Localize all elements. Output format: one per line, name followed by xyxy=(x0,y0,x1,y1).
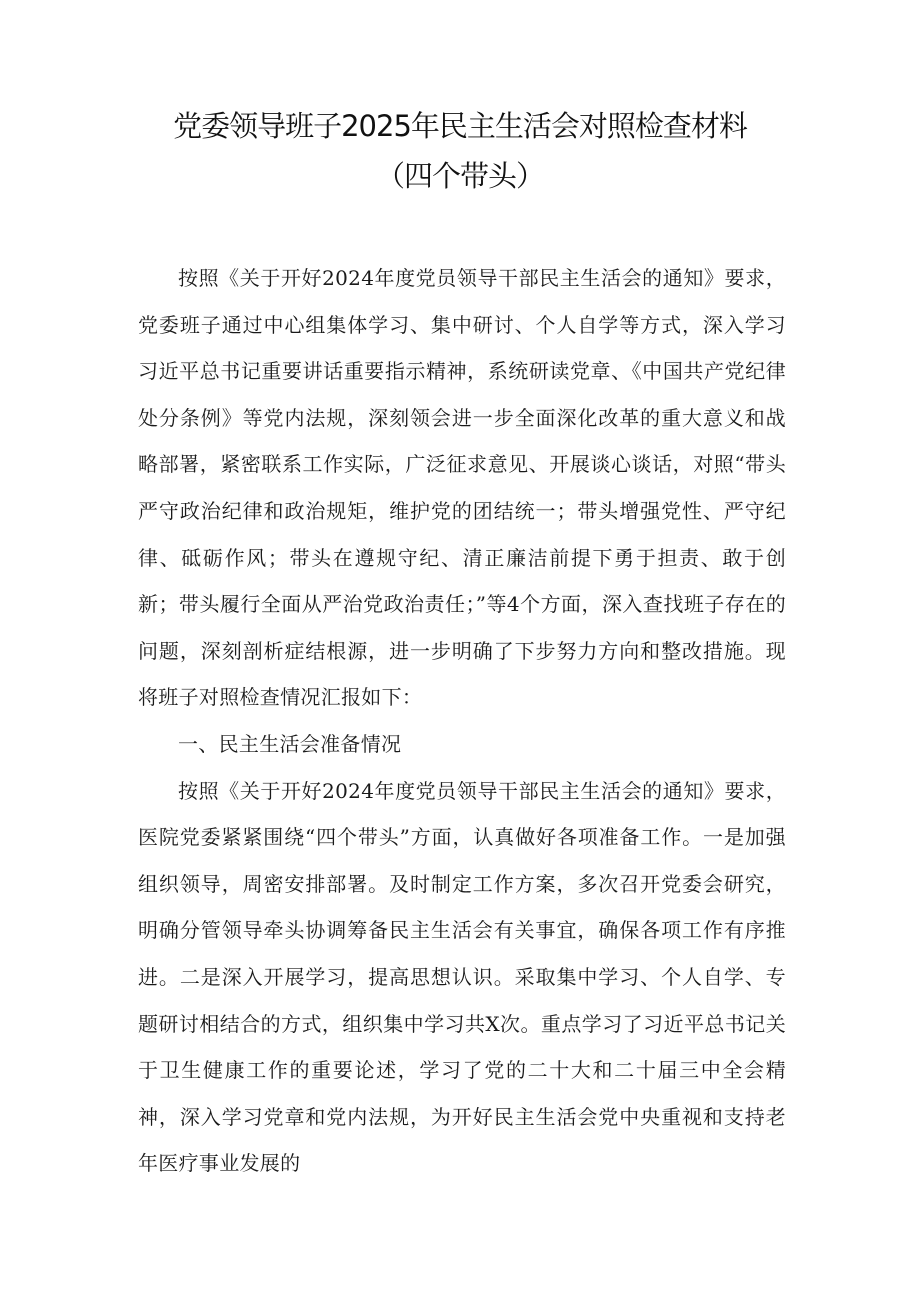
intro-paragraph: 按照《关于开好2024年度党员领导干部民主生活会的通知》要求，党委班子通过中心组集体学习、集中研讨、个人自学等方式，深入学习习近平总书记重要讲话重要指示精神，系统研读党章、《中国共产党纪律处分条例》等党内法规，深刻领会进一步全面深化改革的重大意义和战略部署，紧密联系工作实际，广泛征求意见、开展谈心谈话，对照“带头严守政治纪律和政治规矩，维护党的团结统一；带头增强党性、严守纪律、砥砺作风；带头在遵规守纪、清正廉洁前提下勇于担责、敢于创新；带头履行全面从严治党政治责任；”等4个方面，深入查找班子存在的问题，深刻剖析症结根源，进一步明确了下步努力方向和整改措施。现将班子对照检查情况汇报如下： xyxy=(138,266,786,710)
document-subtitle: （四个带头） xyxy=(375,159,544,193)
document-title: 党委领导班子2025年民主生活会对照检查材料 xyxy=(173,109,747,143)
document-body xyxy=(138,255,786,1187)
section-heading: 一、民主生活会准备情况 xyxy=(178,731,402,756)
section-paragraph: 按照《关于开好2024年度党员领导干部民主生活会的通知》要求，医院党委紧紧围绕“四个带头”方面，认真做好各项准备工作。一是加强组织领导，周密安排部署。及时制定工作方案，多次召开党委会研究，明确分管领导牵头协调筹备民主生活会有关事宜，确保各项工作有序推进。二是深入开展学习，提高思想认识。采取集中学习、个人自学、专题研讨相结合的方式，组织集中学习共X次。重点学习了习近平总书记关于卫生健康工作的重要论述，学习了党的二十大和二十届三中全会精神，深入学习党章和党内法规，为开好民主生活会党中央重视和支持老年医疗事业发展的 xyxy=(138,778,786,1176)
